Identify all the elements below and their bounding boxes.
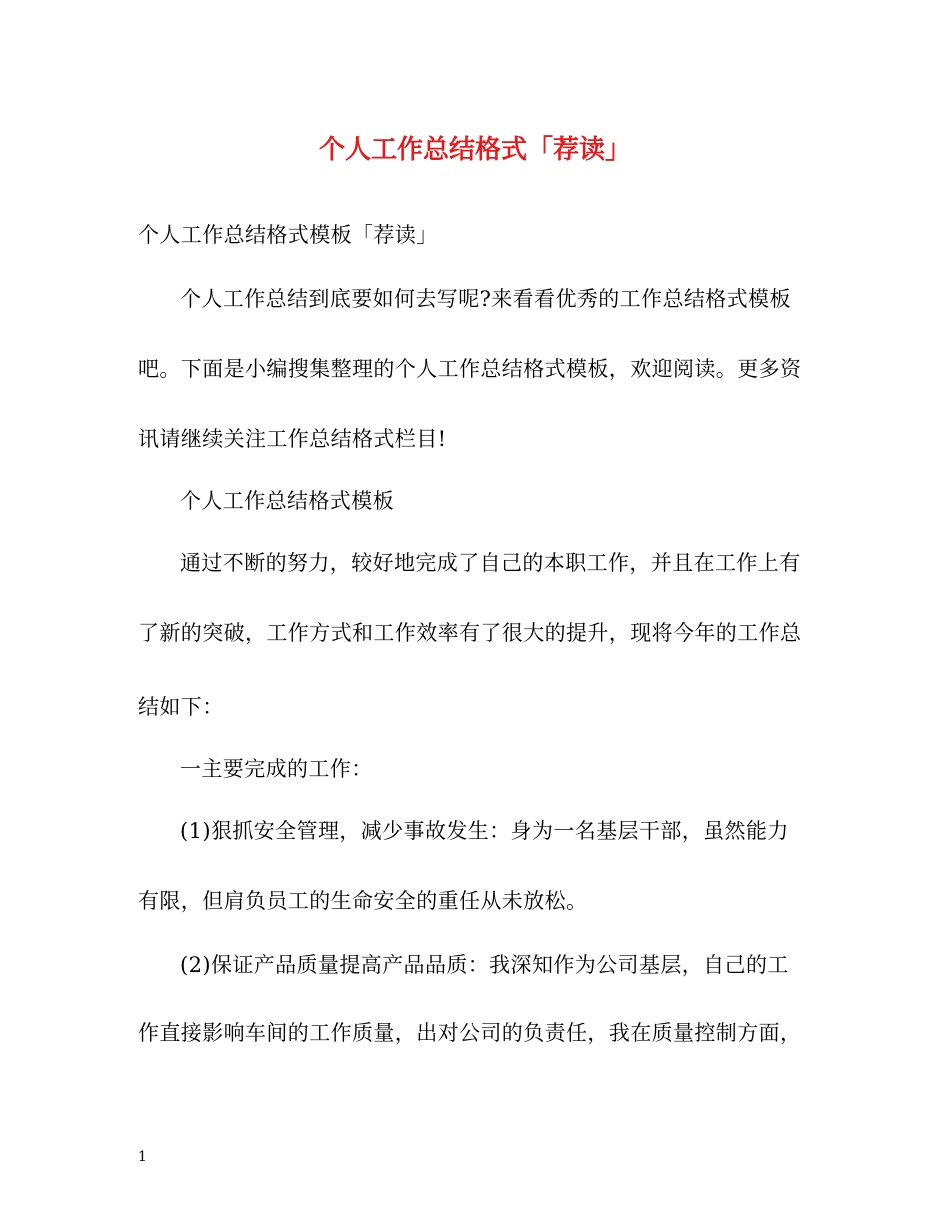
document-title: 个人工作总结格式「荐读」 — [318, 135, 631, 165]
paragraph-line: 个人工作总结到底要如何去写呢?来看看优秀的工作总结格式模板 — [180, 287, 791, 311]
paragraph-line: 了新的突破，工作方式和工作效率有了很大的提升，现将今年的工作总 — [138, 621, 802, 645]
paragraph-line: 吧。下面是小编搜集整理的个人工作总结格式模板，欢迎阅读。更多资 — [138, 357, 802, 381]
subtitle-line: 个人工作总结格式模板「荐读」 — [138, 223, 438, 247]
paragraph-line: 讯请继续关注工作总结格式栏目! — [138, 427, 447, 451]
page-number: 1 — [138, 1149, 147, 1165]
section-heading: 个人工作总结格式模板 — [180, 489, 394, 513]
paragraph-line: 作直接影响车间的工作质量，出对公司的负责任，我在质量控制方面， — [138, 1021, 802, 1045]
paragraph-line: 有限，但肩负员工的生命安全的重任从未放松。 — [138, 889, 588, 913]
paragraph-line: (1)狠抓安全管理，减少事故发生：身为一名基层干部，虽然能力 — [180, 819, 789, 843]
paragraph-line: (2)保证产品质量提高产品品质：我深知作为公司基层，自己的工 — [180, 953, 789, 977]
paragraph-line: 通过不断的努力，较好地完成了自己的本职工作，并且在工作上有 — [180, 551, 801, 575]
section-heading: 一主要完成的工作： — [180, 757, 373, 781]
paragraph-line: 结如下： — [138, 695, 224, 719]
